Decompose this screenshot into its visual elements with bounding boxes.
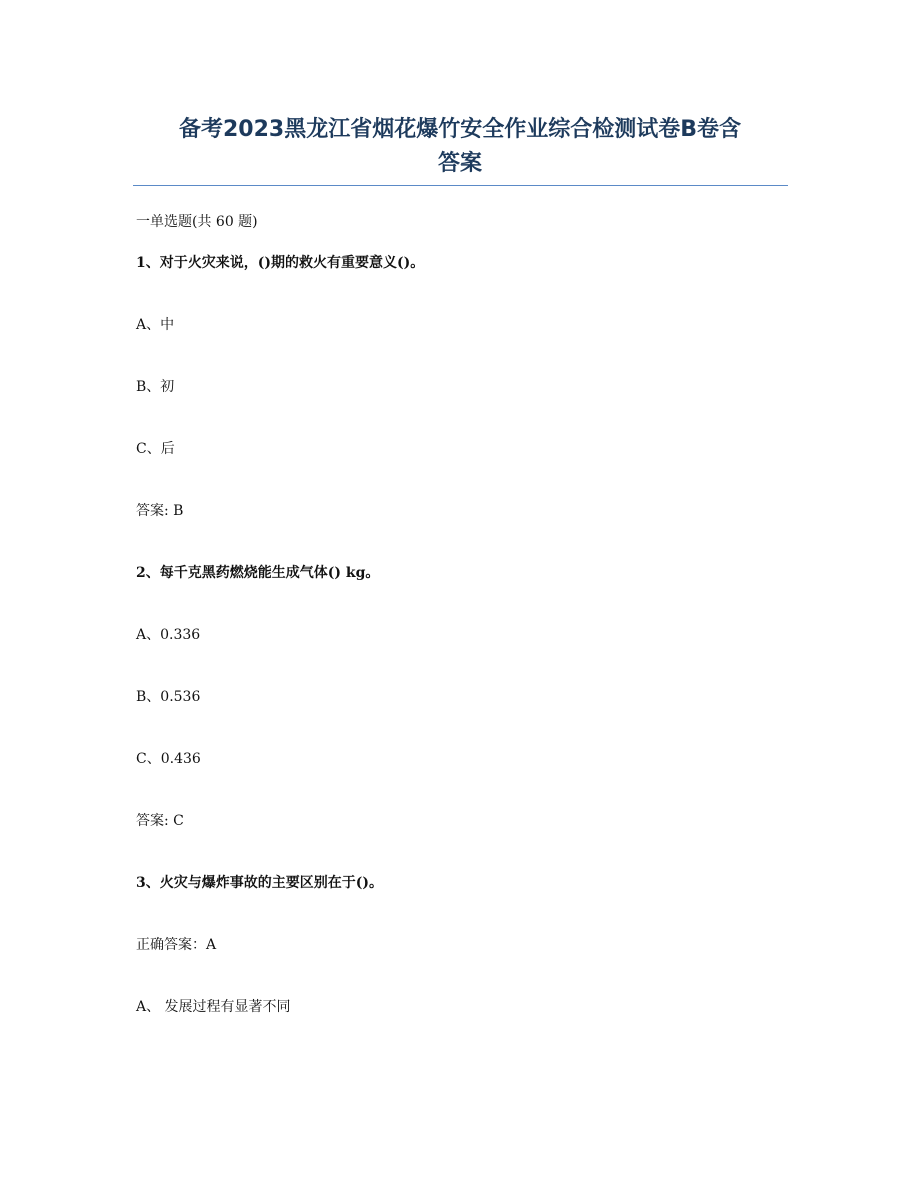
question-stem: 3、火灾与爆炸事故的主要区别在于()。 — [136, 875, 383, 891]
title-line-2: 答案 — [437, 151, 482, 176]
option-a: A、 发展过程有显著不同 — [136, 999, 291, 1015]
option-a: A、中 — [136, 317, 175, 333]
question-stem: 2、每千克黑药燃烧能生成气体() kg。 — [136, 565, 380, 581]
option-c: C、后 — [136, 441, 175, 457]
option-b: B、0.536 — [136, 689, 201, 705]
correct-answer: 正确答案：A — [136, 937, 217, 953]
answer: 答案: C — [136, 813, 184, 829]
option-b: B、初 — [136, 379, 175, 395]
question-stem: 1、对于火灾来说，()期的救火有重要意义()。 — [136, 255, 425, 271]
title-divider — [133, 185, 788, 186]
option-a: A、0.336 — [136, 627, 201, 643]
title-line-1: 备考2023黑龙江省烟花爆竹安全作业综合检测试卷B卷含 — [178, 117, 741, 142]
section-heading: 一单选题(共 60 题) — [136, 214, 258, 230]
answer: 答案: B — [136, 503, 184, 519]
option-c: C、0.436 — [136, 751, 201, 767]
document-title — [130, 113, 790, 181]
